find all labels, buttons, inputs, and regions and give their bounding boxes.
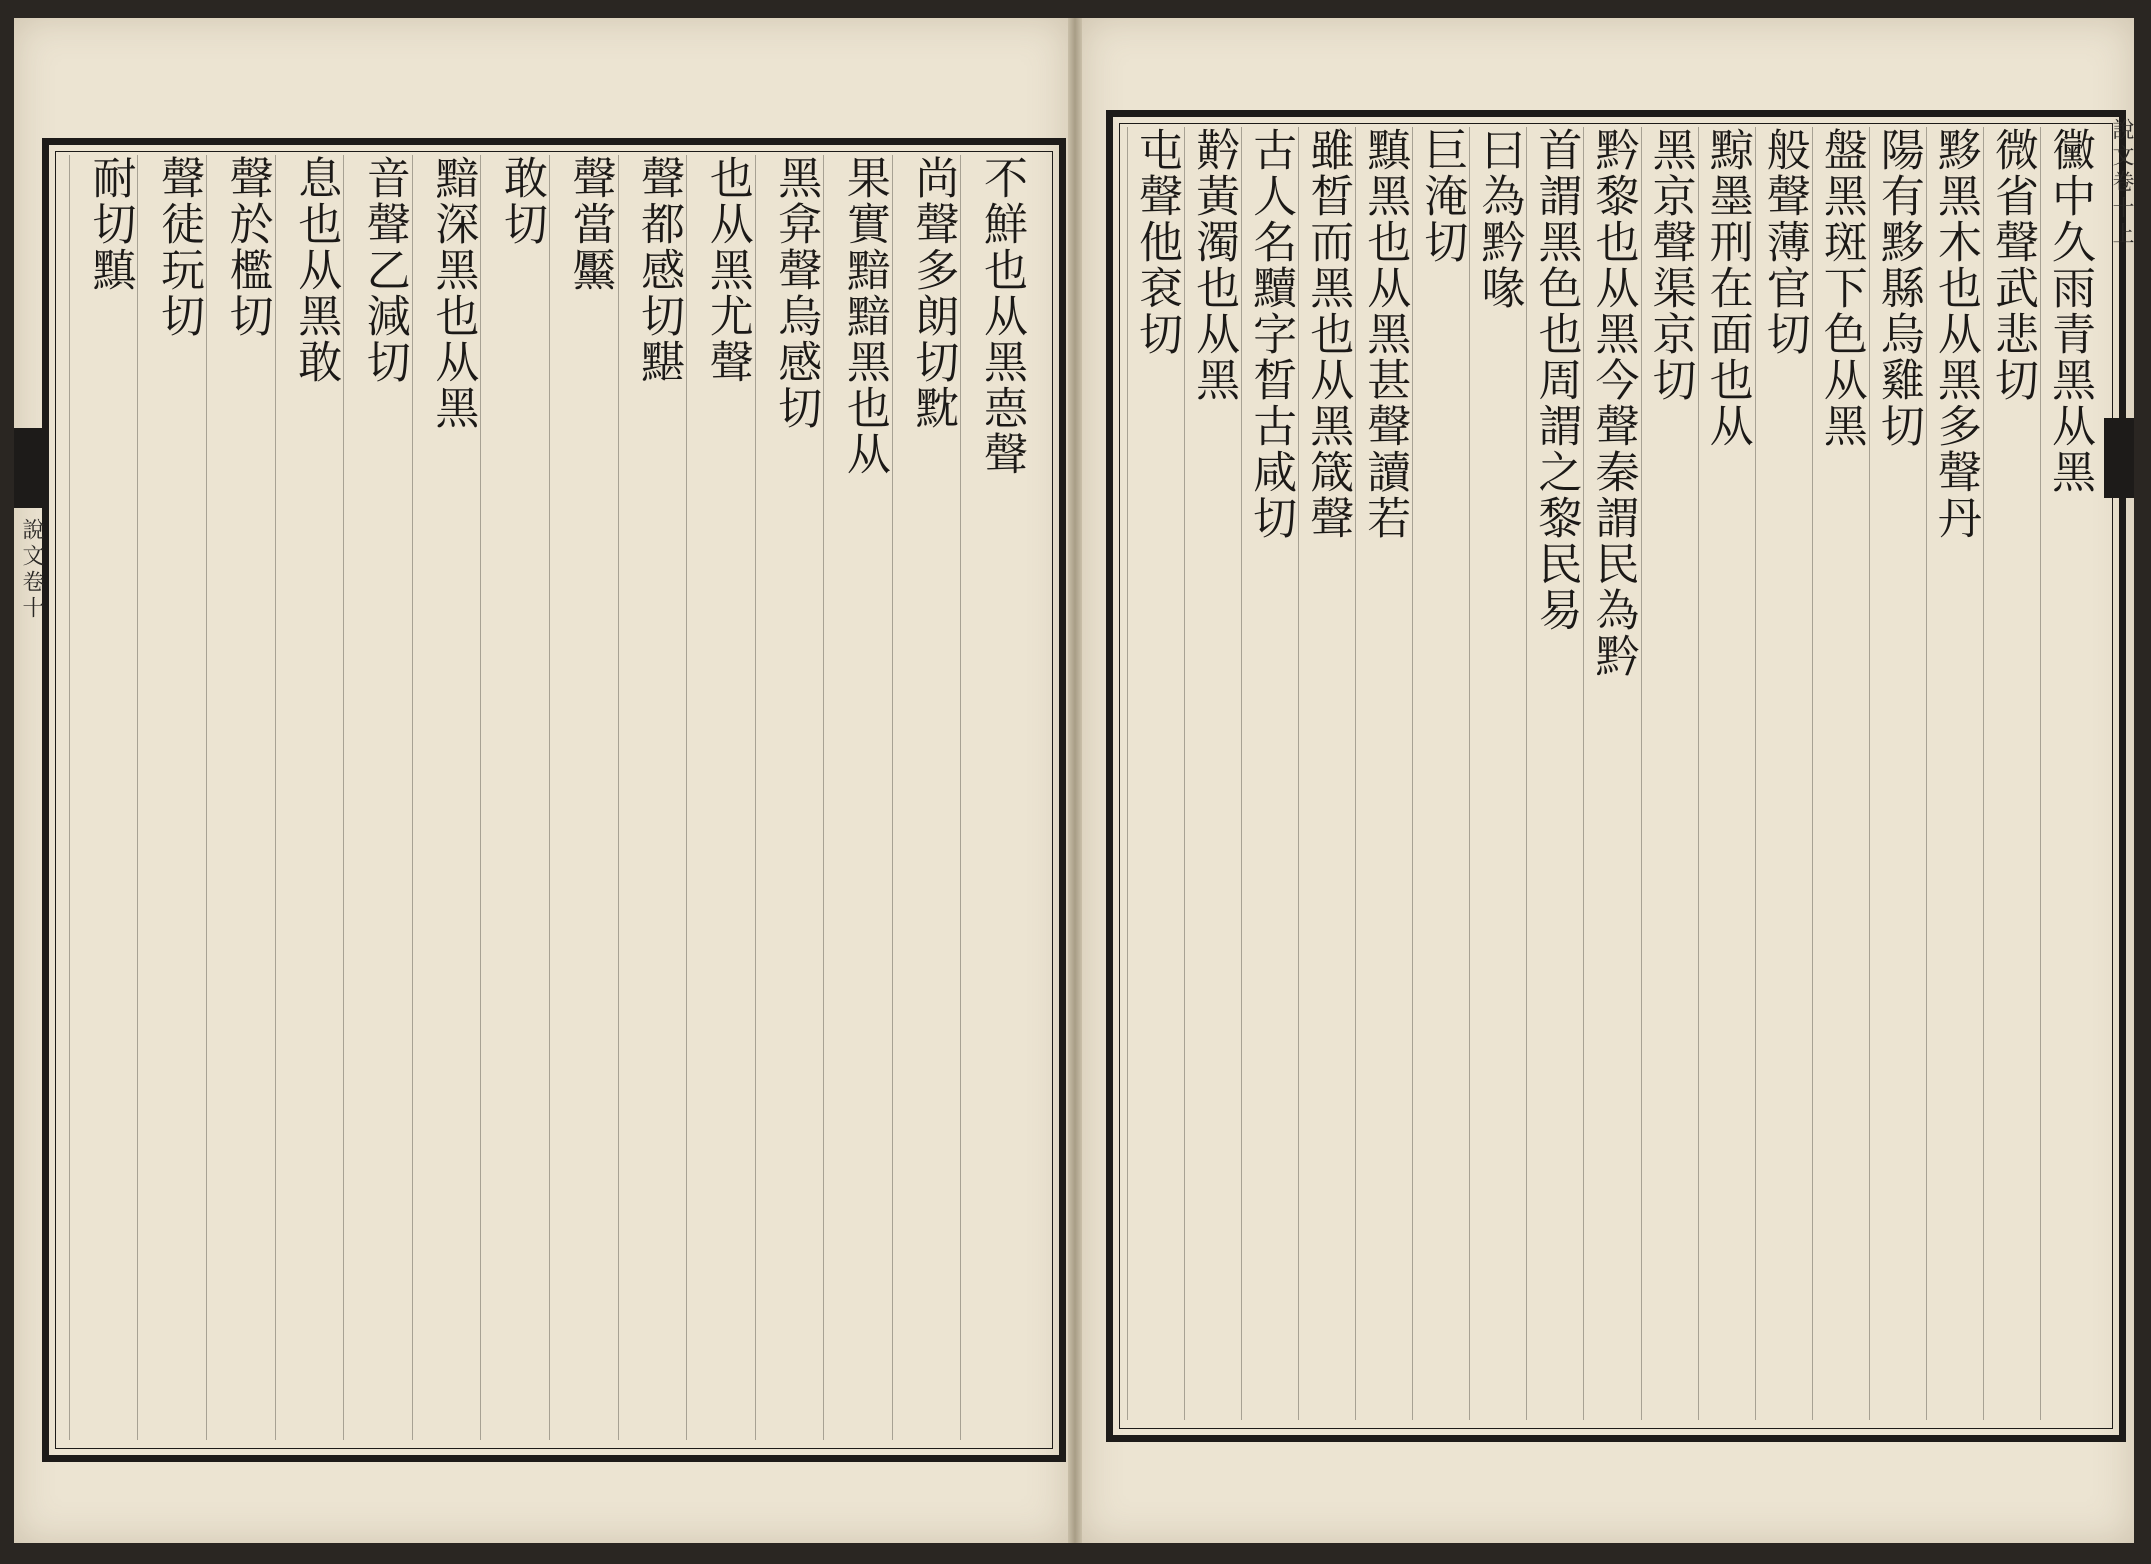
- right-page-text-column-11: 曰為黔喙: [1469, 127, 1526, 1420]
- left-page-text-column-13: 聲徒玩切: [137, 155, 206, 1440]
- right-page-text-column-3: 黟黑木也从黑多聲丹: [1926, 127, 1983, 1420]
- right-text-columns: [1127, 127, 2097, 1420]
- right-page-frame: [1106, 110, 2126, 1442]
- left-page-text-column-1: 不鮮也从黑𢛳聲: [960, 155, 1029, 1440]
- left-page-text-column-12: 聲於檻切: [206, 155, 275, 1440]
- left-margin-tab: [14, 428, 44, 508]
- right-page-text-column-1: 黴中久雨青黑从黑: [2040, 127, 2097, 1420]
- right-page-text-column-4: 陽有黟縣烏雞切: [1869, 127, 1926, 1420]
- left-page-text-column-9: 黯深黑也从黑: [412, 155, 481, 1440]
- left-page-text-column-11: 息也从黑敢: [275, 155, 344, 1440]
- book-gutter: [1068, 18, 1082, 1543]
- left-page-text-column-8: 敢切: [480, 155, 549, 1440]
- right-page-text-column-14: 雖晳而黑也从黑箴聲: [1298, 127, 1355, 1420]
- right-page-text-column-8: 黑京聲渠京切: [1641, 127, 1698, 1420]
- right-page-text-column-5: 盤黑斑下色从黑: [1812, 127, 1869, 1420]
- left-page-text-column-2: 尚聲多朗切黕: [892, 155, 961, 1440]
- left-text-columns: [69, 155, 1029, 1440]
- left-margin-label: 說文卷十: [19, 518, 44, 622]
- right-margin-label: 說文卷十上: [2109, 118, 2134, 248]
- left-page-text-column-6: 聲都感切黮: [618, 155, 687, 1440]
- right-page-text-column-6: 般聲薄官切: [1755, 127, 1812, 1420]
- left-page-text-column-10: 音聲乙減切: [343, 155, 412, 1440]
- right-page-text-column-15: 古人名黷字晳古咸切: [1241, 127, 1298, 1420]
- right-page-text-column-10: 首謂黑色也周謂之黎民易: [1526, 127, 1583, 1420]
- right-page-text-column-2: 微省聲武悲切: [1983, 127, 2040, 1420]
- left-page-frame: [42, 138, 1066, 1462]
- left-page: [14, 18, 1068, 1543]
- right-page-text-column-16: 黅黃濁也从黑: [1184, 127, 1241, 1420]
- right-page-text-column-17: 屯聲他袞切: [1127, 127, 1184, 1420]
- right-margin-tab: [2104, 418, 2134, 498]
- right-page-text-column-9: 黔黎也从黑今聲秦謂民為黔: [1583, 127, 1640, 1420]
- left-page-text-column-7: 聲當黶: [549, 155, 618, 1440]
- right-page-text-column-13: 黰黑也从黑甚聲讀若: [1355, 127, 1412, 1420]
- left-page-text-column-5: 也从黑尤聲: [686, 155, 755, 1440]
- left-page-text-column-14: 耐切黰: [69, 155, 138, 1440]
- left-page-text-column-4: 黑弇聲烏感切: [755, 155, 824, 1440]
- right-page-text-column-12: 巨淹切: [1412, 127, 1469, 1420]
- right-page: [1082, 18, 2134, 1543]
- left-page-text-column-3: 果實黯黯黑也从: [823, 155, 892, 1440]
- right-page-text-column-7: 黥墨刑在面也从: [1698, 127, 1755, 1420]
